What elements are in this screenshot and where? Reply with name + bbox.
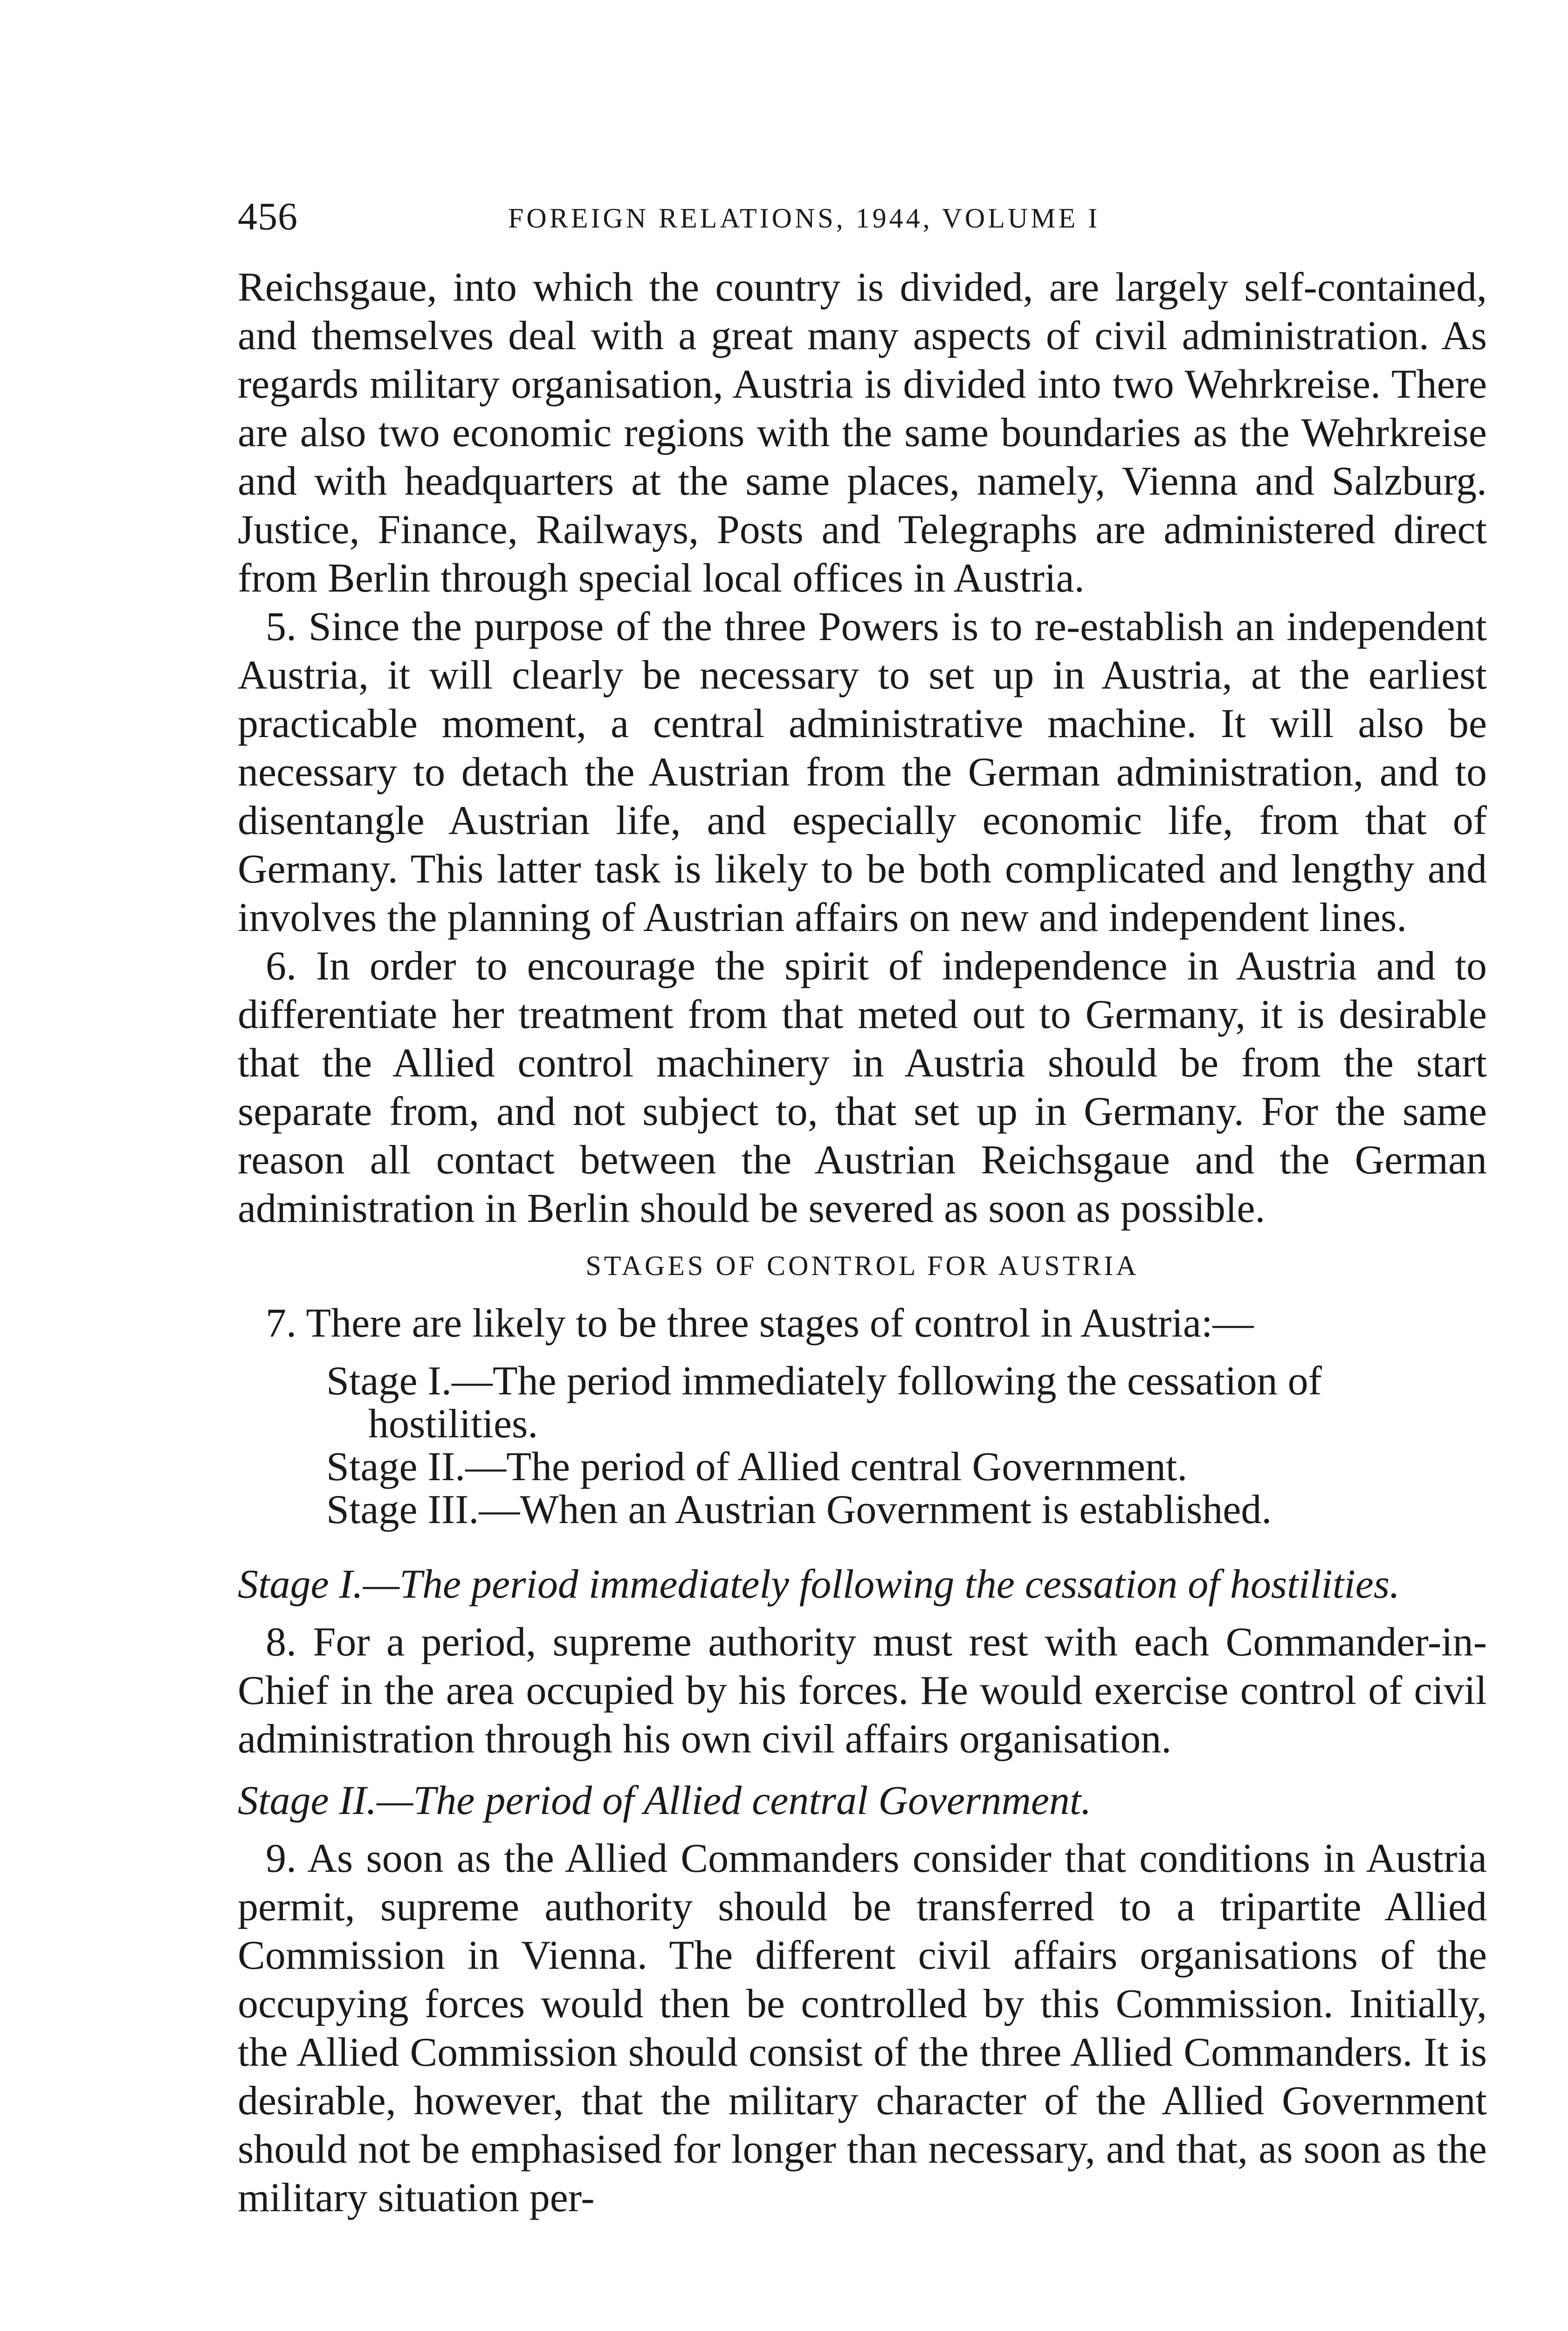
stages-list-item-1-continued: hostilities. [368,1401,538,1447]
subheading-stage-1: Stage I.—The period immediately following the cessation of hostilities. [238,1562,1400,1607]
page-header [238,184,1487,240]
paragraph-7: 7. There are likely to be three stages of control in Austria:— [266,1301,1254,1346]
paragraph-5: 5. Since the purpose of the three Powers is to re-establish an independent Austria, it will clearly be necessary to set up in Austria, at the earliest practicable moment, a central administrative machine. It will also be necessary to detach the Austrian from the German administration, and to disentangle Austrian life, and especially economic life, from that of Germany. This latter task is likely to be both complicated and lengthy and involves the planning of Austrian affairs on new and independent lines. [238,604,1487,940]
paragraph-8: 8. For a period, supreme authority must rest with each Commander-in-Chief in the area occupied by his forces. He would exercise control of civil administration through his own civil affairs organisation. [238,1620,1487,1762]
paragraph-continued: Reichsgaue, into which the country is divided, are largely self-contained, and themselves deal with a great many aspects of civil administration. As regards military organisation, Austria is divided into two Wehrkreise. There are also two economic regions with the same boundaries as the Wehrkreise and with headquarters at the same places, namely, Vienna and Salzburg. Justice, Finance, Railways, Posts and Telegraphs are administered direct from Berlin through special local offices in Austria. [238,265,1487,601]
paragraph-6: 6. In order to encourage the spirit of independence in Austria and to differentiate her treatment from that meted out to Germany, it is desirable that the Allied control machinery in Austria should be from the start separate from, and not subject to, that set up in Germany. For the same reason all contact between the Austrian Reichsgaue and the German administration in Berlin should be severed as soon as possible. [238,944,1487,1231]
stages-list-item-1: Stage I.—The period immediately following the cessation of [326,1359,1322,1404]
stages-list [326,1360,1487,1531]
body-text [238,263,1487,2222]
paragraph-9: 9. As soon as the Allied Commanders consider that conditions in Austria permit, supreme authority should be transferred to a tripartite Allied Commission in Vienna. The different civil affairs organisations of the occupying forces would then be controlled by this Commission. Initially, the Allied Commission should consist of the three Allied Commanders. It is desirable, however, that the military character of the Allied Government should not be emphasised for longer than necessary, and that, as soon as the military situation per- [238,1836,1487,2221]
section-heading: STAGES OF CONTROL FOR AUSTRIA [585,1250,1139,1281]
subheading-stage-2: Stage II.—The period of Allied central Government. [238,1778,1092,1823]
running-head: FOREIGN RELATIONS, 1944, VOLUME I [508,203,1100,234]
stages-list-item-3: Stage III.—When an Austrian Government is established. [326,1487,1272,1532]
stages-list-item-2: Stage II.—The period of Allied central Government. [326,1444,1188,1490]
page-number: 456 [238,195,298,238]
